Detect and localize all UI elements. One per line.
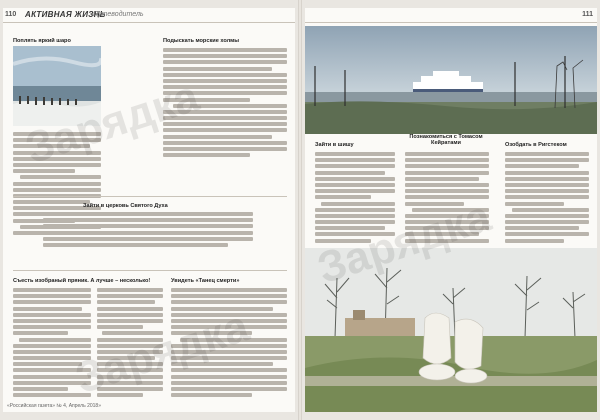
watermark: Зарядка: [311, 191, 497, 294]
article-title: Познакомиться с Томасом Кейратами: [409, 134, 483, 146]
right-page-header: [305, 8, 597, 23]
article-title: Зайти в шишу: [315, 142, 354, 148]
article-text-r3: [505, 152, 589, 244]
article-title: Озобдать в Ригстеком: [505, 142, 567, 148]
sculpture-photo: [305, 248, 597, 412]
article-title: Поплять яркий шаро: [13, 38, 71, 44]
watermark: Зарядка: [19, 71, 205, 174]
magazine-title: АКТИВНАЯ ЖИЗНЬ: [25, 10, 106, 19]
article-text-5: [171, 288, 287, 400]
article-title: Подыскать морские холмы: [163, 38, 240, 44]
article-title: Увидеть «Танец смерти»: [171, 278, 240, 284]
page-number-right: 111: [582, 11, 593, 18]
article-text-4b: [97, 288, 163, 400]
page-number-left: 110: [5, 11, 17, 18]
article-text-4a: [13, 288, 91, 400]
article-title: Съесть изобраный пряник. А лучше – несколько!: [13, 278, 151, 284]
section-title: Путеводитель: [93, 11, 144, 18]
left-page: [3, 8, 295, 412]
page-footer: «Российская газета» № 4, Апрель 2018»: [7, 403, 101, 409]
article-title: Зайти в церковь Святого Духа: [83, 203, 168, 209]
article-text-2: [163, 48, 287, 158]
page-gutter: [298, 0, 302, 420]
harbour-photo: [305, 26, 597, 134]
beach-photo: [13, 46, 101, 126]
article-text-3: [43, 212, 253, 262]
left-page-header: [3, 8, 295, 23]
right-page: [305, 8, 597, 412]
article-text-r2: [405, 152, 489, 244]
article-text-r1: [315, 152, 395, 244]
